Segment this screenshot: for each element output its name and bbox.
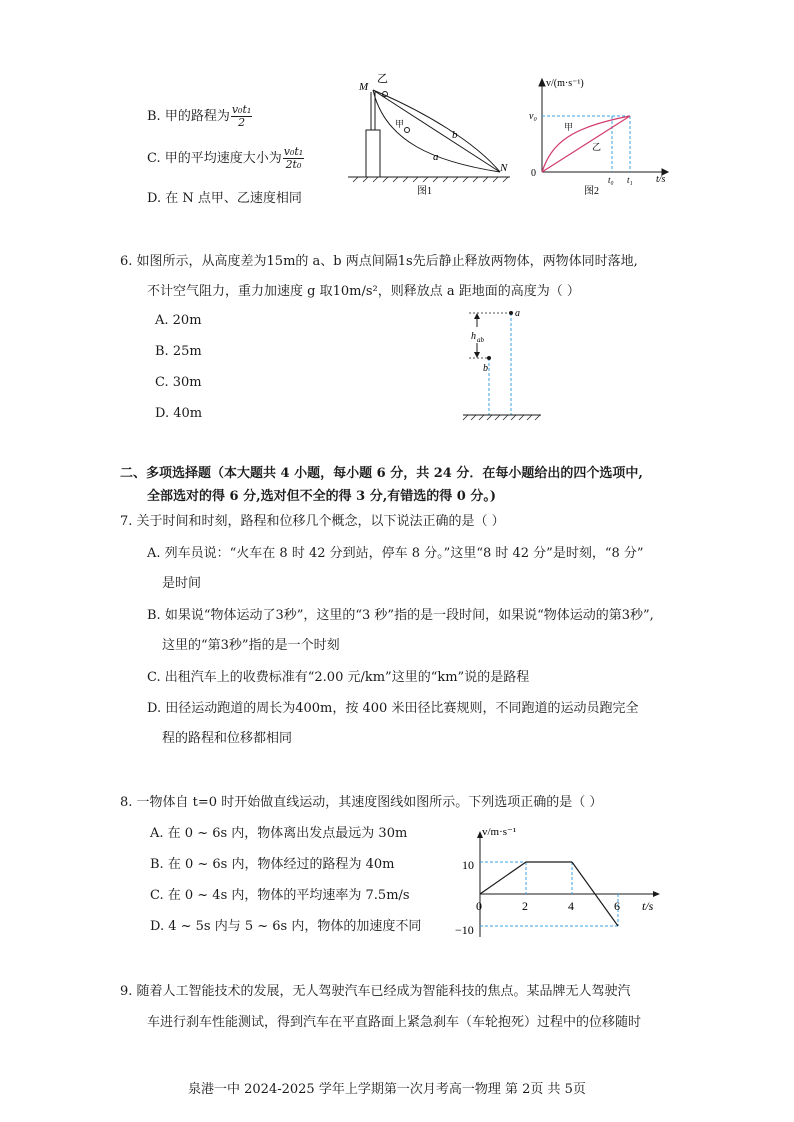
x-tick-2: 2 <box>522 899 528 913</box>
page-footer: 泉港一中 2024-2025 学年上学期第一次月考高一物理 第 2页 共 5页 <box>188 1082 586 1097</box>
x-tick-6: 6 <box>614 899 620 913</box>
q9-stem-line-2: 车进行刹车性能测试，得到汽车在平直路面上紧急刹车（车轮抱死）过程中的位移随时 <box>147 1015 642 1030</box>
velocity-segment-0 <box>480 862 526 894</box>
x-tick-4: 4 <box>568 899 574 913</box>
q5-option-b: B. 甲的路程为 $\frac{\text{v₀t₁}}{2}$ <box>147 103 252 129</box>
label-m: M <box>359 81 369 93</box>
fig2-label-jia: 甲 <box>564 122 574 132</box>
label-b: b <box>452 129 458 141</box>
q6-option-c: C. 30m <box>155 375 202 390</box>
fig2-zero: 0 <box>531 168 536 179</box>
q8-stem: 8. 一物体自 t=0 时开始做直线运动，其速度图线如图所示。下列选项正确的是（ ） <box>120 795 603 810</box>
label-a: a <box>515 308 520 319</box>
fig2-xlabel: t/s <box>656 174 666 185</box>
q7-option-a-line-2: 是时间 <box>162 576 202 591</box>
q6-stem-line-1: 6. 如图所示，从高度差为15m的 a、b 两点间隔1s先后静止释放两物体，两物体同时落地, <box>120 254 638 269</box>
q8-option-c: C. 在 0 ~ 4s 内，物体的平均速率为 7.5m/s <box>150 888 410 903</box>
label-jia: 甲 <box>395 119 405 129</box>
label-yi: 乙 <box>377 73 388 85</box>
figure-2-caption: 图2 <box>584 186 599 197</box>
q5-option-c: C. 甲的平均速度大小为 $\frac{\text{v₀t₁}}{\text{2t₀}}$ <box>147 145 304 171</box>
q8-option-a: A. 在 0 ~ 6s 内，物体离出发点最远为 30m <box>150 826 408 841</box>
pillar <box>366 130 380 177</box>
q6-option-b: B. 25m <box>155 344 202 359</box>
label-a: a <box>433 151 439 163</box>
fig2-v0: v₀ <box>529 111 537 122</box>
fig2-t0: t₀ <box>608 175 614 185</box>
q6-option-a: A. 20m <box>155 313 202 328</box>
label-n: N <box>500 162 508 174</box>
q7-option-d-line-1: D. 田径运动跑道的周长为400m，按 400 米田径比赛规则，不同跑道的运动员跑完全 <box>147 701 639 716</box>
y-tick-minus-10: −10 <box>455 923 474 937</box>
q6-figure <box>455 303 545 428</box>
ball-jia <box>405 128 410 133</box>
x-axis-label: t/s <box>642 899 654 913</box>
q6-stem-line-2: 不计空气阻力，重力加速度 g 取10m/s²，则释放点 a 距地面的高度为（ ） <box>147 284 580 299</box>
q7-option-b-line-1: B. 如果说“物体运动了3秒”，这里的“3 秒”指的是一段时间，如果说“物体运动的第3秒”, <box>147 608 654 623</box>
label-h-sub: ab <box>477 336 484 344</box>
q6-option-d: D. 40m <box>155 406 203 421</box>
q8-option-b: B. 在 0 ~ 6s 内，物体经过的路程为 40m <box>150 857 395 872</box>
q9-stem-line-1: 9. 随着人工智能技术的发展，无人驾驶汽车已经成为智能科技的焦点。某品牌无人驾驶汽 <box>120 984 631 999</box>
q5-figure-2 <box>522 72 672 200</box>
fig2-label-yi: 乙 <box>592 142 602 152</box>
label-b: b <box>483 363 488 374</box>
q7-option-b-line-2: 这里的“第3秒”指的是一个时刻 <box>162 638 340 653</box>
q8-vt-chart <box>440 822 670 940</box>
q7-option-d-line-2: 程的路程和位移都相同 <box>162 731 293 746</box>
fig2-t1: t₁ <box>627 175 633 185</box>
q5-figure-1 <box>345 72 515 200</box>
point-b <box>487 356 491 360</box>
line-yi <box>542 116 630 172</box>
point-a <box>509 311 513 315</box>
q7-option-c: C. 出租汽车上的收费标准有“2.00 元/km”这里的“km”说的是路程 <box>147 670 530 685</box>
x-tick-0: 0 <box>476 899 482 913</box>
x-axis-arrow <box>653 891 660 897</box>
q5-option-d: D. 在 N 点甲、乙速度相同 <box>147 191 302 206</box>
label-h: h <box>471 331 476 342</box>
q8-option-d: D. 4 ~ 5s 内与 5 ~ 6s 内，物体的加速度不同 <box>150 919 422 934</box>
q7-option-a-line-1: A. 列车员说：“火车在 8 时 42 分到站，停车 8 分。”这里“8 时 42 分”是时刻，“8 分” <box>147 546 644 561</box>
y-tick-10: 10 <box>462 858 474 872</box>
q7-stem: 7. 关于时间和时刻，路程和位移几个概念，以下说法正确的是（ ） <box>120 514 505 529</box>
fig2-ylabel: v/(m·s⁻¹) <box>546 78 584 89</box>
section-2-header-line-2: 全部选对的得 6 分,选对但不全的得 3 分,有错选的得 0 分。) <box>147 489 496 504</box>
y-axis-label: v/m·s⁻¹ <box>482 826 517 838</box>
section-2-header-line-1: 二、多项选择题（本大题共 4 小题，每小题 6 分，共 24 分．在每小题给出的四个选项中, <box>120 466 643 481</box>
figure-1-caption: 图1 <box>417 186 432 197</box>
